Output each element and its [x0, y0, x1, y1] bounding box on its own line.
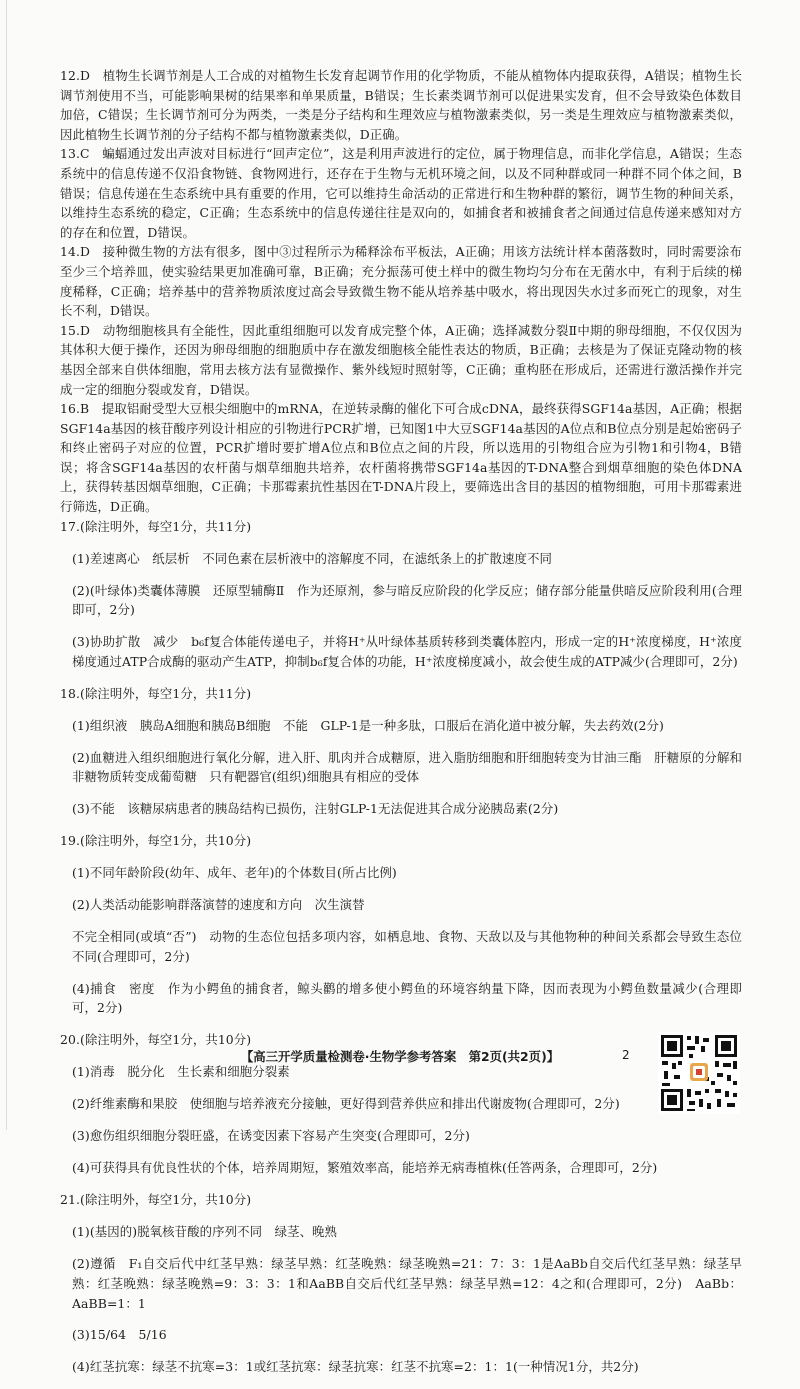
answer-content — [60, 66, 742, 1389]
answer-q12: 12.D 植物生长调节剂是人工合成的对植物生长发育起调节作用的化学物质，不能从植物体内提取获得，A错误；植物生长调节剂使用不当，可能影响果树的结果率和单果质量，B错误；生长素类调节剂可以促进果实发育，但不会导致染色体数目加倍，C错误；生长调节剂可分为两类，一类是分子结构和生理效应与植物激素类似，另一类是生理效应与植物激素类似，因此植物生长调节剂的分子结构不都与植物激素类似，D正确。 — [60, 68, 742, 142]
answer-q21-part3: (3)15/64 5/16 — [72, 1327, 167, 1343]
answer-q20-part1: (1)消毒 脱分化 生长素和细胞分裂素 — [72, 1064, 290, 1080]
answer-q16: 16.B 提取铝耐受型大豆根尖细胞中的mRNA，在逆转录酶的催化下可合成cDNA，最终获得SGF14a基因，A正确；根据SGF14a基因的核苷酸序列设计相应的引物进行PCR扩增，已知图1中大豆SGF14a基因的A位点和B位点分别是起始密码子和终止密码子对应的位置，PCR扩增时要扩增A位点和B位点之间的片段，所以选用的引物组合应为引物1和引物4，B错误；将含SGF14a基因的农杆菌与烟草细胞共培养，农杆菌将携带SGF14a基因的T-DNA整合到烟草细胞的染色体DNA上，获得转基因烟草细胞，C正确；卡那霉素抗性基因在T-DNA片段上，要筛选出含目的基因的植物细胞，可用卡那霉素进行筛选，D正确。 — [60, 401, 742, 515]
answer-q15: 15.D 动物细胞核具有全能性，因此重组细胞可以发育成完整个体，A正确；选择减数分裂Ⅱ中期的卵母细胞，不仅仅因为其体积大便于操作，还因为卵母细胞的细胞质中存在激发细胞核全能性表达的物质，B正确；去核是为了保证克隆动物的核基因全部来自供体细胞，常用去核方法有显微操作、紫外线短时照射等，C正确；重构胚在形成后，还需进行激活操作并完成一定的细胞分裂或发育，D错误。 — [60, 322, 742, 397]
answer-q20-part4: (4)可获得具有优良性状的个体，培养周期短，繁殖效率高，能培养无病毒植株(任答两条，合理即可，2分) — [72, 1160, 658, 1176]
page-edge-line — [6, 0, 7, 1130]
answer-q17-part2: (2)(叶绿体)类囊体薄膜 还原型辅酶Ⅱ 作为还原剂，参与暗反应阶段的化学反应；储存部分能量供暗反应阶段利用(合理即可，2分) — [72, 582, 742, 618]
answer-q20-head: 20.(除注明外，每空1分，共10分) — [60, 1032, 252, 1048]
answer-q20-part2: (2)纤维素酶和果胶 使细胞与培养液充分接触，更好得到营养供应和排出代谢废物(合理即可，2分) — [72, 1096, 620, 1112]
answer-q17-part1: (1)差速离心 纸层析 不同色素在层析液中的溶解度不同，在滤纸条上的扩散速度不同 — [72, 550, 553, 566]
answer-q17-part3: (3)协助扩散 减少 b₆f复合体能传递电子，并将H⁺从叶绿体基质转移到类囊体腔内，形成一定的H⁺浓度梯度，H⁺浓度梯度通过ATP合成酶的驱动产生ATP，抑制b₆f复合体的功能，H⁺浓度梯度减小，故会使生成的ATP减少(合理即可，2分) — [72, 634, 742, 669]
answer-q13: 13.C 蝙蝠通过发出声波对目标进行“回声定位”，这是利用声波进行的定位，属于物理信息，而非化学信息，A错误；生态系统中的信息传递不仅沿食物链、食物网进行，还存在于生物与无机环境之间，以及不同种群或同一种群不同个体之间，B错误；信息传递在生态系统中具有重要的作用，它可以维持生命活动的正常进行和生物种群的繁衍，调节生物的种间关系，以维持生态系统的稳定，C正确；生态系统中的信息传递往往是双向的，如捕食者和被捕食者之间通过信息传递来感知对方的存在和位置，D错误。 — [60, 146, 742, 240]
answer-q19-part4: (4)捕食 密度 作为小鳄鱼的捕食者，鲸头鹳的增多使小鳄鱼的环境容纳量下降，因而表现为小鳄鱼数量减少(合理即可，2分) — [72, 980, 742, 1016]
answer-q18-part3: (3)不能 该糖尿病患者的胰岛结构已损伤，注射GLP-1无法促进其合成分泌胰岛素(2分) — [72, 801, 559, 817]
answer-q17-head: 17.(除注明外，每空1分，共11分) — [60, 518, 252, 534]
answer-q21-part4: (4)红茎抗寒：绿茎不抗寒=3：1或红茎抗寒：绿茎抗寒：红茎不抗寒=2：1：1(一种情况1分，共2分) — [72, 1359, 639, 1375]
answer-q20-part3: (3)愈伤组织细胞分裂旺盛，在诱变因素下容易产生突变(合理即可，2分) — [72, 1128, 470, 1144]
answer-q18-part1: (1)组织液 胰岛A细胞和胰岛B细胞 不能 GLP-1是一种多肽，口服后在消化道中被分解，失去药效(2分) — [72, 717, 664, 733]
answer-q18-part2: (2)血糖进入组织细胞进行氧化分解，进入肝、肌肉并合成糖原，进入脂肪细胞和肝细胞转变为甘油三酯 肝糖原的分解和非糖物质转变成葡萄糖 只有靶器官(组织)细胞具有相应的受体 — [72, 749, 742, 785]
answer-q19-part1: (1)不同年龄阶段(幼年、成年、老年)的个体数目(所占比例) — [72, 865, 397, 881]
answer-q19-part3: 不完全相同(或填“否”) 动物的生态位包括多项内容，如栖息地、食物、天敌以及与其他物种的种间关系都会导致生态位不同(合理即可，2分) — [72, 929, 742, 964]
qr-code-icon — [658, 1032, 740, 1114]
answer-q21-head: 21.(除注明外，每空1分，共10分) — [60, 1192, 252, 1208]
answer-q19-head: 19.(除注明外，每空1分，共10分) — [60, 833, 252, 849]
answer-q14: 14.D 接种微生物的方法有很多，图中③过程所示为稀释涂布平板法，A正确；用该方法统计样本菌落数时，同时需要涂布至少三个培养皿，使实验结果更加准确可靠，B正确；充分振荡可使土样中的微生物均匀分布在无菌水中，有利于后续的梯度稀释，C正确；培养基中的营养物质浓度过高会导致微生物不能从培养基中吸水，将出现因失水过多而死亡的现象，对生长不利，D错误。 — [60, 244, 742, 319]
answer-q21-part1: (1)(基因的)脱氧核苷酸的序列不同 绿茎、晚熟 — [72, 1224, 338, 1240]
answer-q19-part2: (2)人类活动能影响群落演替的速度和方向 次生演替 — [72, 897, 365, 913]
page-mark: 2 — [622, 1048, 630, 1062]
answer-q18-head: 18.(除注明外，每空1分，共11分) — [60, 685, 252, 701]
page-footer: 【高三开学质量检测卷·生物学参考答案 第2页(共2页)】 — [240, 1049, 560, 1064]
answer-q21-part2: (2)遵循 F₁自交后代中红茎早熟：绿茎早熟：红茎晚熟：绿茎晚熟=21：7：3：1是AaBb自交后代红茎早熟：绿茎早熟：红茎晚熟：绿茎晚熟=9：3：3：1和AaBB自交后代红茎早熟：绿茎早熟=12：4之和(合理即可，2分) AaBb：AaBB=1：1 — [72, 1256, 742, 1311]
